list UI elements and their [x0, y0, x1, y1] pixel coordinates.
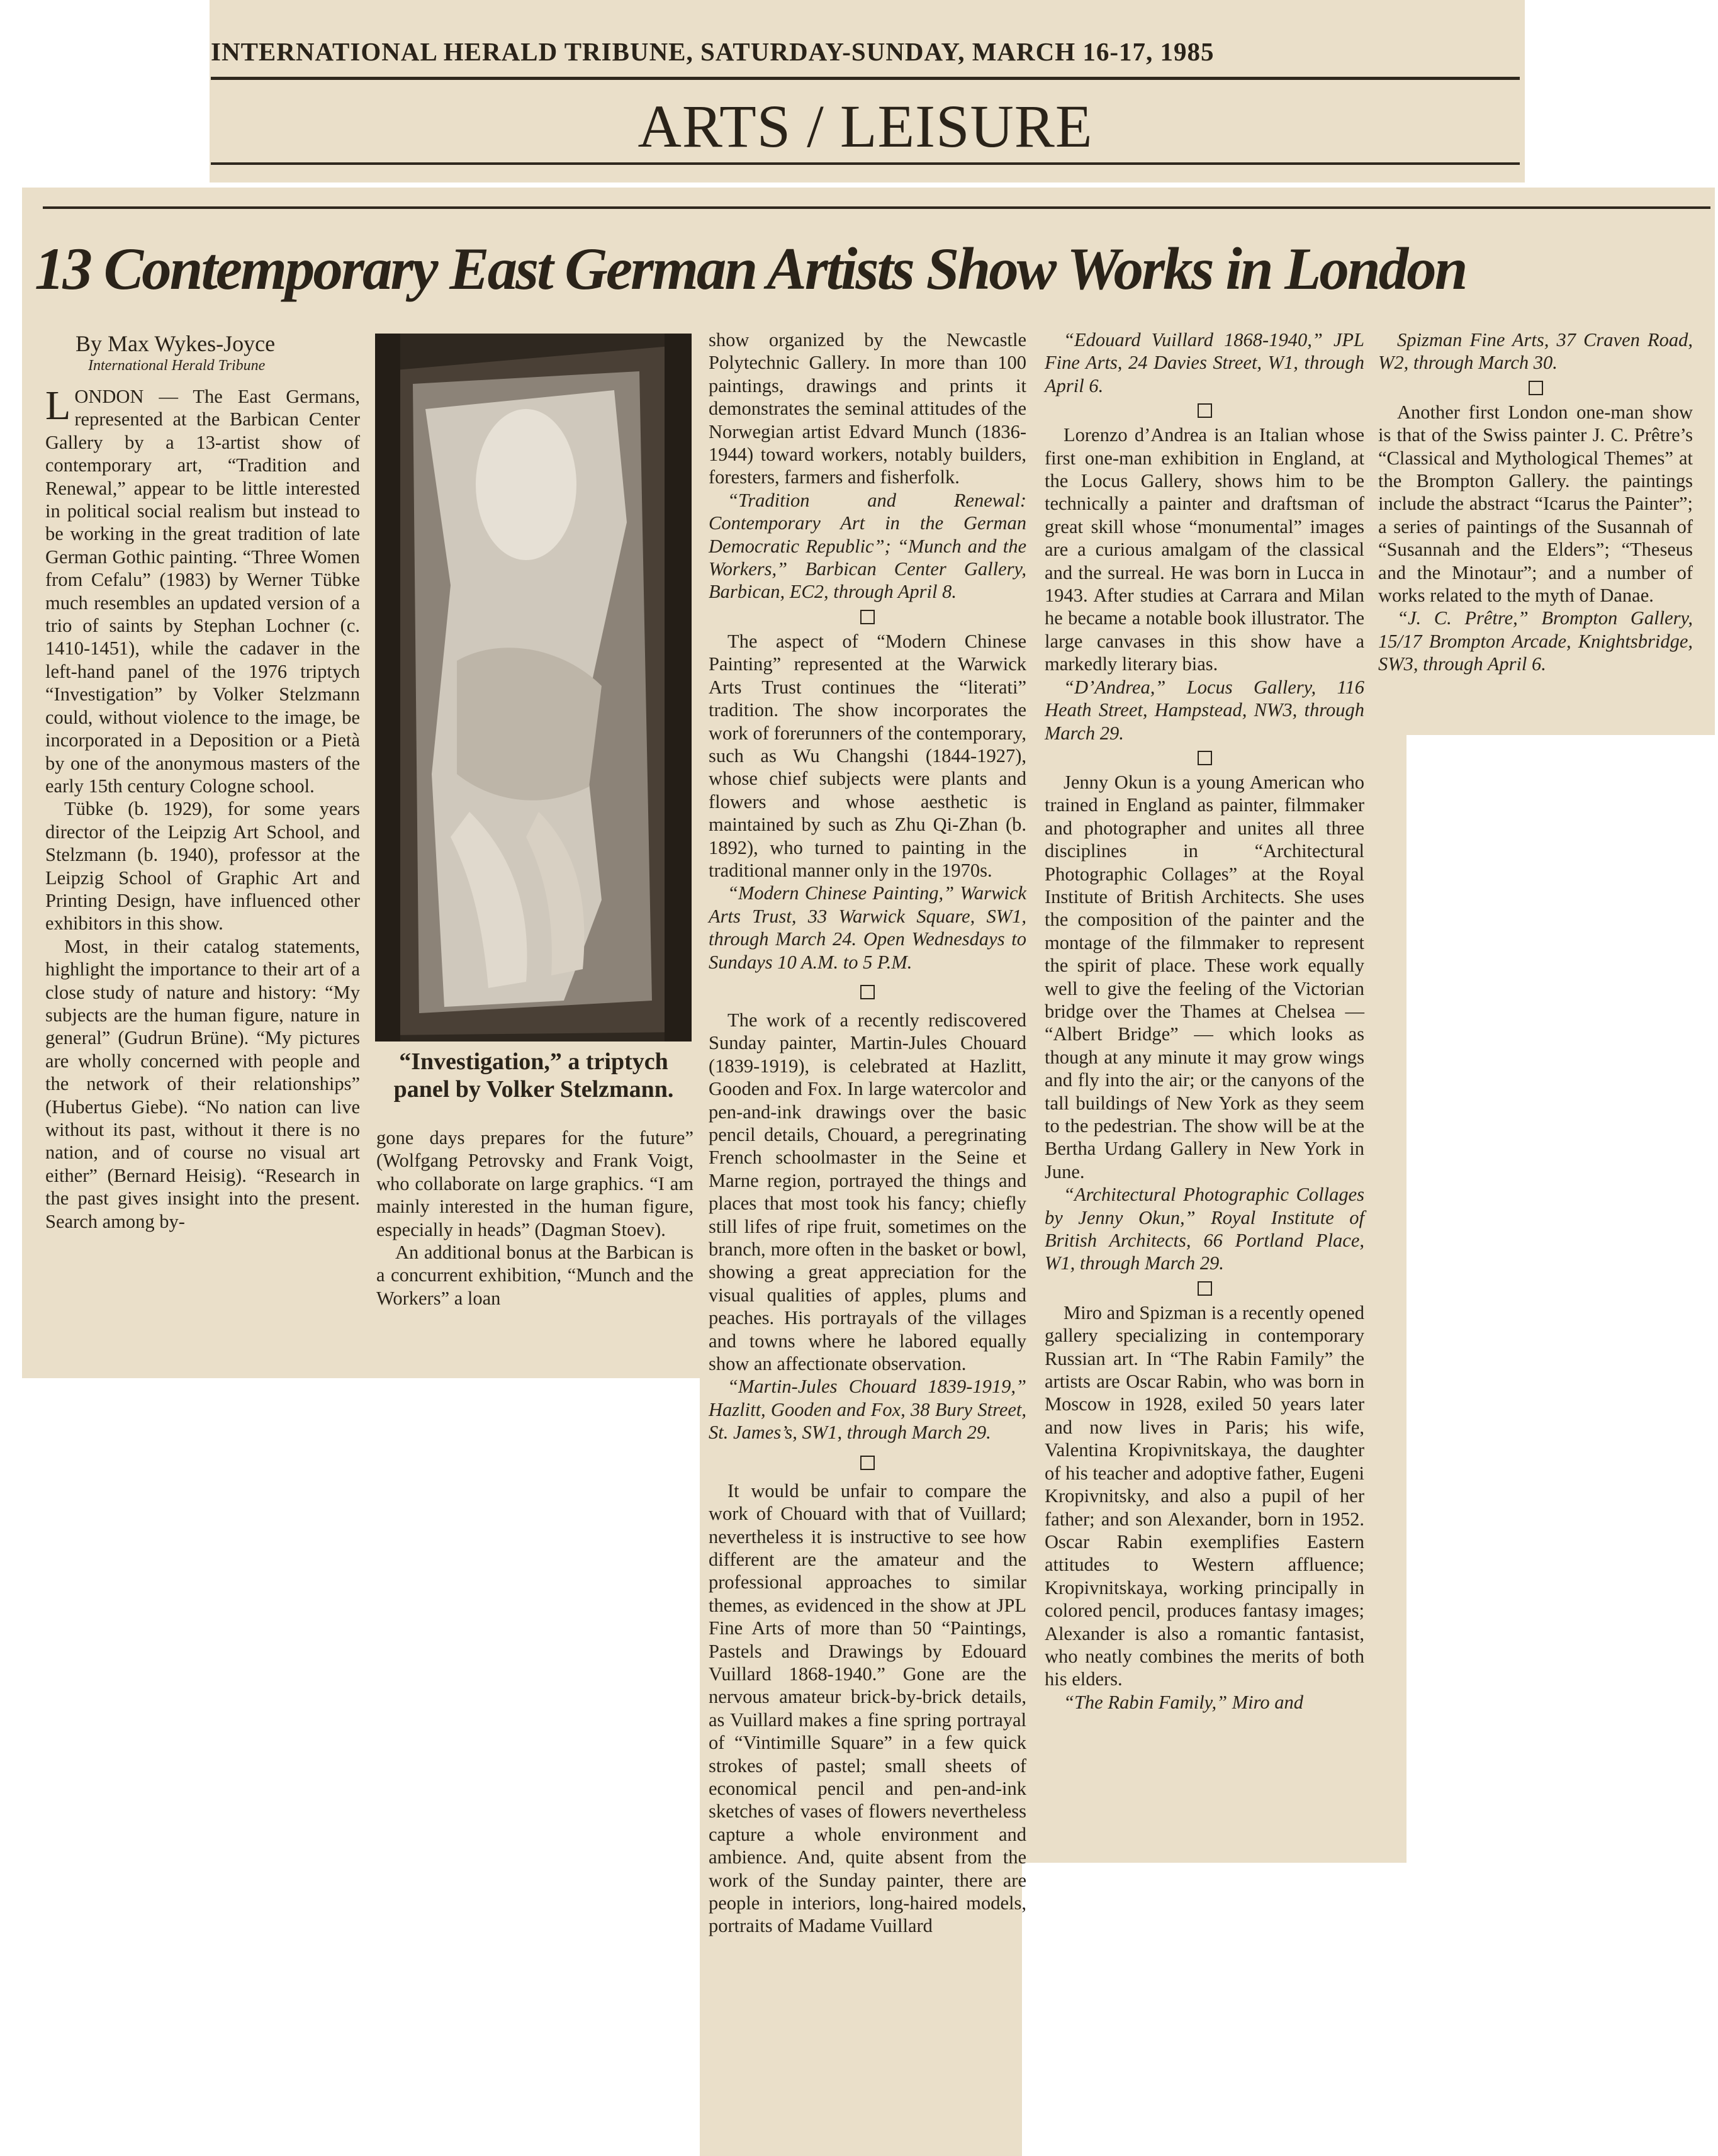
paragraph: Jenny Okun is a young American who trained in England as painter, filmmaker and photographer and unites all three disciplines in “Architectural Photographic Collages” at the Royal Institute of British Architects. She uses the composition of the painter and the montage of the filmmaker to represent the spirit of place. These work equally well to give the feeling of the Victorian bridge over the Thames at Chelsea — “Albert Bridge” — which looks as though at any minute it may grow wings and fly into the air; or the canyons of the tall buildings of New York as they seem to the pedestrian. The show will be at the Bertha Urdang Gallery in New York in June. [1045, 771, 1364, 1182]
paragraph: It would be unfair to compare the work of Chouard with that of Vuillard; nevertheless it is instructive to see how different are the amateur and the professional approaches to similar themes, as evidenced in the show at JPL Fine Arts of more than 50 “Paintings, Pastels and Drawings by Edouard Vuillard 1868-1940.” Gone are the nervous amateur brick-by-brick details, as Vuillard makes a fine spring portrayal of “Vintimille Square” in a few quick strokes of pastel; small sheets of economical pencil and pen-and-ink sketches of vases of flowers nevertheless capture a whole environment and ambience. And, quite absent from the work of the Sunday painter, there are people in interiors, long-haired models, portraits of Madame Vuillard [709, 1479, 1026, 1937]
paragraph: An additional bonus at the Barbican is a concurrent exhibition, “Munch and the Workers” a loan [376, 1242, 693, 1309]
byline-credit: International Herald Tribune [88, 357, 266, 374]
exhibition-credit: “The Rabin Family,” Miro and [1064, 1691, 1303, 1713]
investigation-photo [375, 334, 692, 1042]
column-1 [45, 385, 360, 1233]
drop-cap: L [45, 383, 71, 429]
paragraph: Miro and Spizman is a recently opened gallery specializing in contemporary Russian art. In “The Rabin Family” the artists are Oscar Rabin, who was born in Moscow in 1928, exiled 50 years later and now lives in Paris; his wife, Valentina Kropivnitskaya, the daughter of his teacher and adoptive father, Eugeni Kropivnitsky, and also a pupil of her father; and son Alexander, born in 1952. Oscar Rabin exemplifies Eastern attitudes to Western affluence; Kropivnitskaya, working principally in colored pencil, produces fantasy images; Alexander is also a romantic fantasist, who neatly combines the merits of both his elders. [1045, 1301, 1364, 1690]
section-separator [709, 1444, 1026, 1479]
section-separator [709, 604, 1026, 630]
column-2 [376, 1126, 693, 1310]
lead-paragraph: LONDON — The East Germans, represented at the Barbican Center Gallery by a 13-artist show of contemporary art, “Tradition and Renewal,” appear to be little interested in political social realism but instead to be working in the great tradition of late German Gothic painting. “Three Women from Cefalu” (1983) by Werner Tübke much resembles an updated version of a trio of saints by Stephan Lochner (c. 1410-1451), while the cadaver in the left-hand panel of the 1976 triptych “Investigation” by Volker Stelzmann could, without violence to the image, be incorporated in a Deposition or a Pietà by one of the anonymous masters of the early 15th century Cologne school. [45, 383, 360, 797]
column-4 [1045, 328, 1364, 1714]
paragraph: show organized by the Newcastle Polytechnic Gallery. In more than 100 paintings, drawings and prints it demonstrates the seminal attitudes of the Norwegian artist Edvard Munch (1836-1944) toward workers, notably builders, foresters, farmers and fisherfolk. [709, 329, 1026, 488]
exhibition-credit: “Edouard Vuillard 1868-1940,” JPL Fine Arts, 24 Davies Street, W1, through April 6. [1045, 329, 1364, 396]
paragraph: Another first London one-man show is that of the Swiss painter J. C. Prêtre’s “Classical and Mythological Themes” at the Brompton Gallery. the paintings include the abstract “Icarus the Painter”; a series of paintings of the Susannah of “Susannah and the Elders”; “Theseus and the Minotaur”; and a number of works related to the myth of Danae. [1378, 401, 1693, 607]
section-separator [709, 974, 1026, 1009]
exhibition-credit: “Modern Chinese Painting,” Warwick Arts Trust, 33 Warwick Square, SW1, through March 24. Open Wednesdays to Sundays 10 A.M. to 5 P.M. [709, 882, 1026, 973]
exhibition-credit: “Martin-Jules Chouard 1839-1919,” Hazlitt, Gooden and Fox, 38 Bury Street, St. James’s, SW1, through March 29. [709, 1376, 1026, 1444]
headline-rule [43, 206, 1710, 209]
paragraph: The work of a recently rediscovered Sunday painter, Martin-Jules Chouard (1839-1919), is celebrated at Hazlitt, Gooden and Fox. In large watercolor and pen-and-ink drawings over the basic pencil details, Chouard, a peregrinating French schoolmaster in the Seine et Marne region, portrayed the things and places that most took his fancy; chiefly still lifes of ripe fruit, sometimes on the branch, more often in the basket or bowl, showing a great appreciation for the visual qualities of apples, plums and peaches. His portrayals of the villages and towns where he labored equally show an affectionate observation. [709, 1009, 1026, 1375]
paragraph: Lorenzo d’Andrea is an Italian whose first one-man exhibition in England, at the Locus Gallery, shows him to be technically a painter and draftsman of great skill whose “monumental” images are a curious amalgam of the classical and the surreal. He was born in Lucca in 1943. After studies at Carrara and Milan he became a notable book illustrator. The large canvases in this show have a markedly literary bias. [1045, 424, 1364, 675]
masthead-rule-top [211, 77, 1520, 80]
column-3 [709, 328, 1026, 1938]
byline: By Max Wykes-Joyce [76, 331, 276, 356]
headline: 13 Contemporary East German Artists Show Works in London [35, 235, 1466, 302]
exhibition-credit: Spizman Fine Arts, 37 Craven Road, W2, through March 30. [1378, 329, 1693, 374]
section-separator [1045, 1275, 1364, 1301]
paragraph: Most, in their catalog statements, highlight the importance to their art of a close study of nature and history: “My subjects are the human figure, nature in general” (Gudrun Brüne). “My pictures are wholly concerned with people and the network of their relationships” (Hubertus Giebe). “No nation can live without its past, without it there is no nation, and of course no visual art either” (Bernard Heisig). “Research in the past gives insight into the present. Search among by- [45, 935, 360, 1232]
dateline: INTERNATIONAL HERALD TRIBUNE, SATURDAY-SUNDAY, MARCH 16-17, 1985 [211, 37, 1215, 66]
column-5 [1378, 328, 1693, 676]
stelzmann-painting-image [375, 334, 692, 1042]
section-separator [1045, 744, 1364, 771]
paragraph: gone days prepares for the future” (Wolfgang Petrovsky and Frank Voigt, who collaborate on large graphics. “I am mainly interested in the human figure, especially in heads” (Dagman Stoev). [376, 1127, 693, 1240]
section-title: ARTS / LEISURE [637, 93, 1093, 160]
exhibition-credit: “Architectural Photographic Collages by Jenny Okun,” Royal Institute of British Architects, 66 Portland Place, W1, through March 29. [1045, 1184, 1364, 1274]
section-separator [1378, 374, 1693, 401]
paragraph: Tübke (b. 1929), for some years director of the Leipzig Art School, and Stelzmann (b. 1940), professor at the Leipzig School of Graphic Art and Printing Design, have influenced other exhibitors in this show. [45, 798, 360, 935]
section-separator [1045, 397, 1364, 424]
exhibition-credit: “Tradition and Renewal: Contemporary Art in the German Democratic Republic”; “Munch and the Workers,” Barbican Center Gallery, Barbican, EC2, through April 8. [709, 489, 1026, 603]
paragraph: The aspect of “Modern Chinese Painting” represented at the Warwick Arts Trust continues the “literati” tradition. The show incorporates the work of forerunners of the contemporary, such as Wu Changshi (1844-1927), whose chief subjects were plants and flowers and whose aesthetic is maintained by such as Zhu Qi-Zhan (b. 1892), who turned to painting in the traditional manner only in the 1970s. [709, 630, 1026, 881]
exhibition-credit: “J. C. Prêtre,” Brompton Gallery, 15/17 Brompton Arcade, Knightsbridge, SW3, through April 6. [1378, 607, 1693, 675]
photo-caption: “Investigation,” a triptych panel by Volker Stelzmann. [393, 1048, 674, 1103]
exhibition-credit: “D’Andrea,” Locus Gallery, 116 Heath Street, Hampstead, NW3, through March 29. [1045, 676, 1364, 744]
masthead-rule-bottom [211, 162, 1520, 165]
